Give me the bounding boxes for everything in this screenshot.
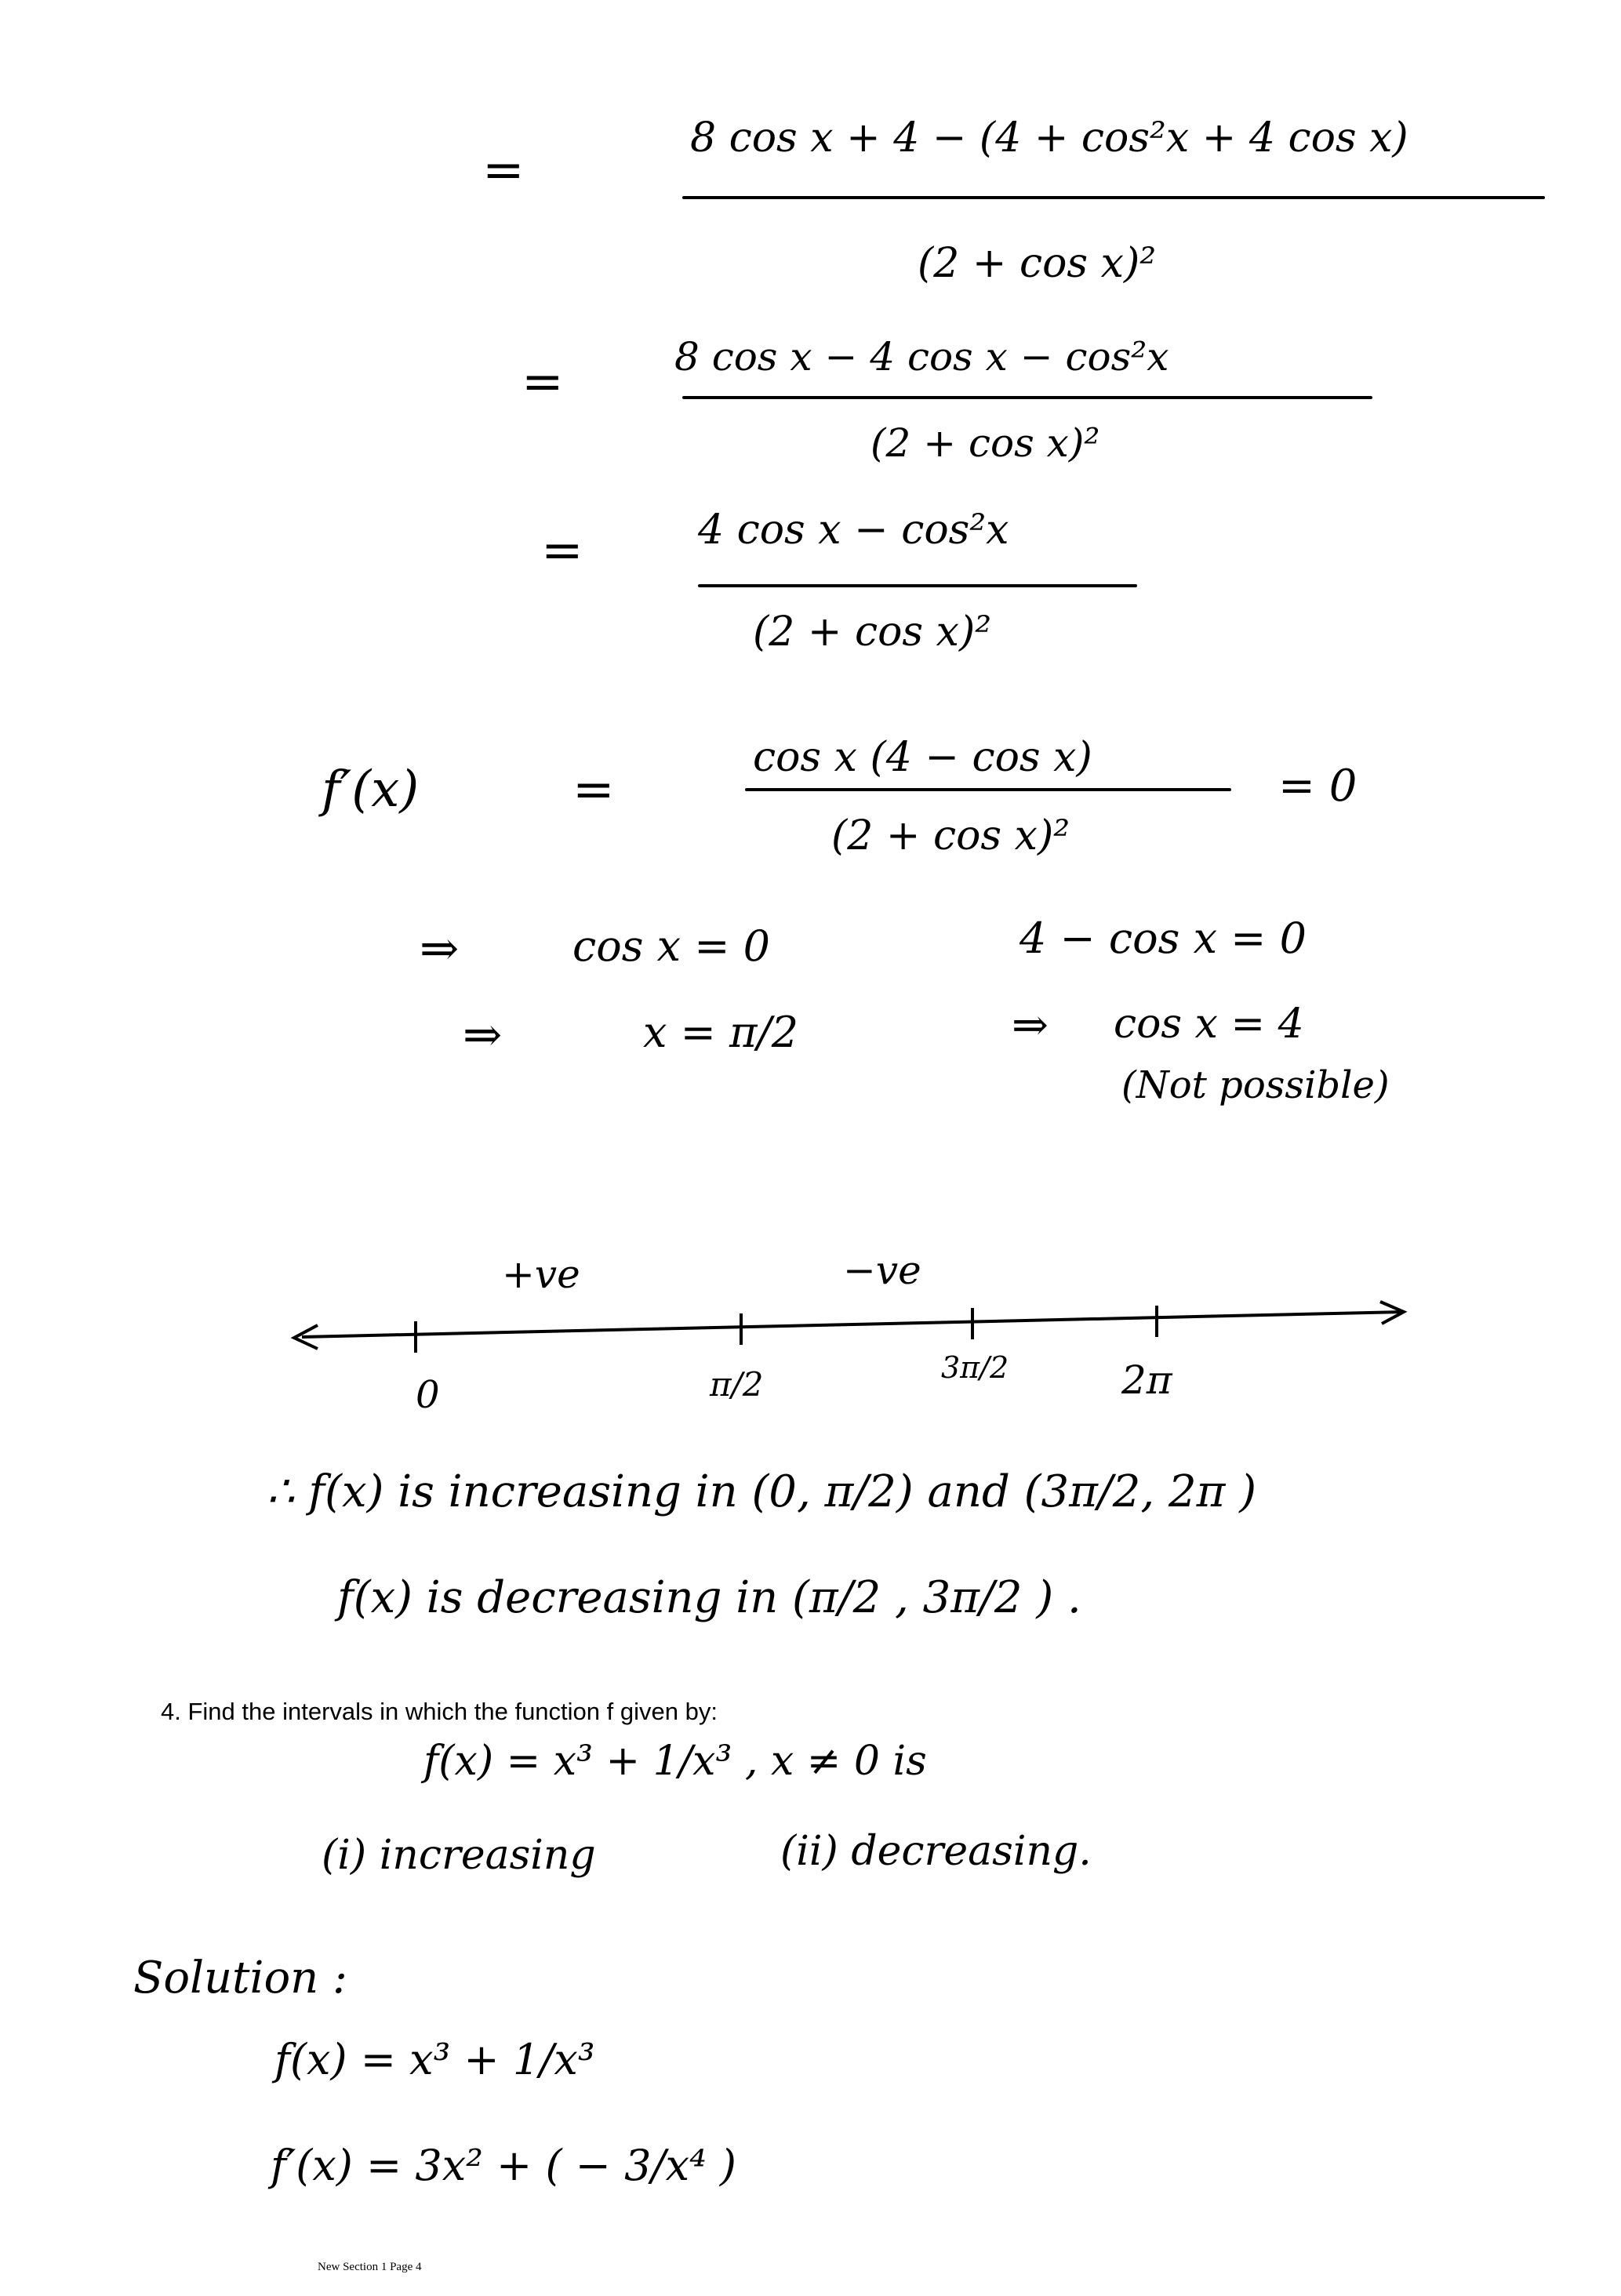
implies1-right: 4 − cos x = 0: [1019, 914, 1307, 963]
fprime-denominator: (2 + cos x)²: [831, 812, 1070, 859]
implies1-left: cos x = 0: [572, 921, 771, 971]
solution-line-2: f′(x) = 3x² + ( − 3/x⁴ ): [271, 2141, 736, 2190]
sign-negative: −ve: [843, 1248, 921, 1293]
solution-heading: Solution :: [133, 1953, 347, 2004]
step3-denominator: (2 + cos x)²: [753, 609, 992, 656]
fprime-rhs: = 0: [1278, 761, 1357, 812]
tick-label-2pi: 2π: [1121, 1357, 1172, 1403]
not-possible-note: (Not possible): [1121, 1063, 1390, 1107]
step3-equals: =: [541, 521, 583, 579]
sign-positive: +ve: [502, 1252, 580, 1297]
step1-equals: =: [482, 141, 525, 199]
fprime-numerator: cos x (4 − cos x): [753, 734, 1092, 781]
step1-denominator: (2 + cos x)²: [918, 240, 1157, 287]
step2-denominator: (2 + cos x)²: [870, 420, 1100, 466]
question-function: f(x) = x³ + 1/x³ , x ≠ 0 is: [423, 1738, 927, 1785]
tick-label-0: 0: [416, 1373, 440, 1417]
step3-numerator: 4 cos x − cos²x: [698, 507, 1009, 554]
conclusion-decreasing: f(x) is decreasing in (π/2 , 3π/2 ) .: [337, 1572, 1081, 1623]
fprime-equals: =: [572, 761, 615, 819]
step1-numerator: 8 cos x + 4 − (4 + cos²x + 4 cos x): [690, 114, 1408, 162]
tick-label-3pi-over-2: 3π/2: [941, 1350, 1009, 1385]
page-footer: New Section 1 Page 4: [318, 2261, 422, 2273]
implies2-right-arrow: ⇒: [1012, 1000, 1049, 1051]
question-part-i: (i) increasing: [322, 1832, 596, 1879]
implies2-arrow: ⇒: [463, 1008, 503, 1063]
conclusion-increasing: ∴ f(x) is increasing in (0, π/2) and (3π/2, 2π ): [267, 1466, 1257, 1517]
question-part-ii: (ii) decreasing.: [780, 1828, 1092, 1875]
tick-label-pi-over-2: π/2: [710, 1365, 764, 1404]
implies1-arrow: ⇒: [420, 921, 460, 976]
step2-equals: =: [522, 353, 564, 411]
implies2-right: cos x = 4: [1114, 1001, 1304, 1048]
fprime-lhs: f′(x): [322, 761, 420, 819]
question-4-text: 4. Find the intervals in which the function f given by:: [161, 1698, 718, 1725]
step2-numerator: 8 cos x − 4 cos x − cos²x: [674, 334, 1169, 380]
solution-line-1: f(x) = x³ + 1/x³: [274, 2035, 595, 2084]
implies2-left: x = π/2: [643, 1008, 799, 1057]
